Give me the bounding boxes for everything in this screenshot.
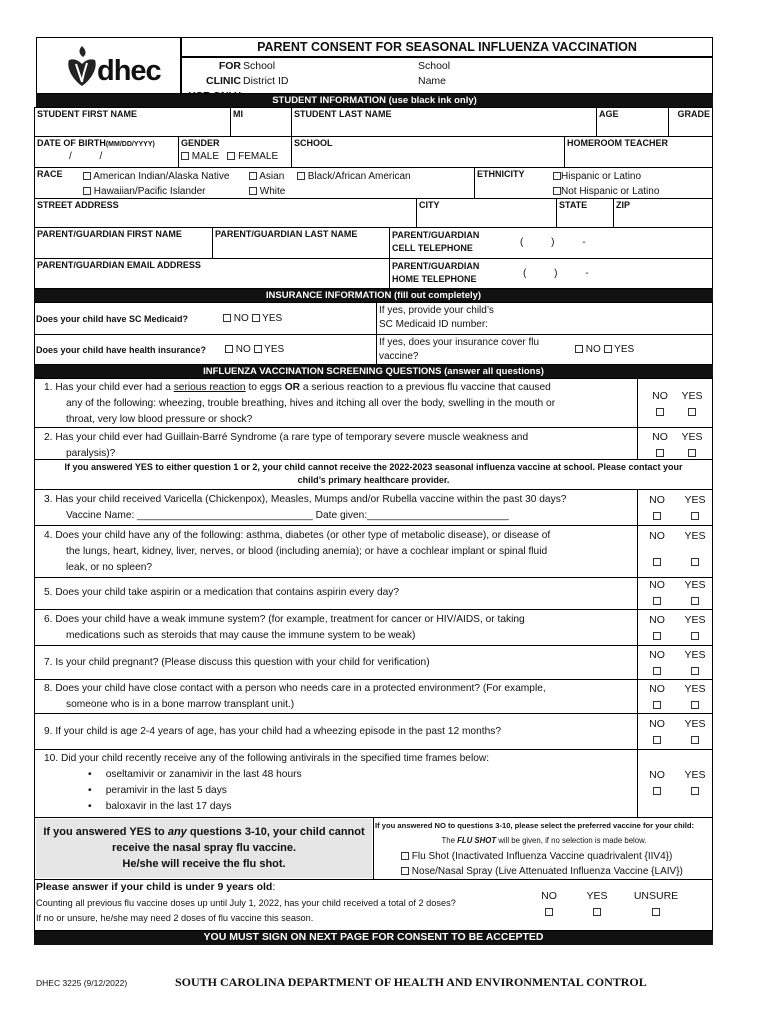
sign-next-page-bar: YOU MUST SIGN ON NEXT PAGE FOR CONSENT TO BE ACCEPTED	[34, 931, 713, 945]
home-phone-mask: ( ) -	[523, 268, 589, 279]
under9-no-checkbox[interactable]	[545, 908, 553, 916]
under9-yes-checkbox[interactable]	[593, 908, 601, 916]
form-id: DHEC 3225 (9/12/2022)	[36, 978, 128, 988]
ethnicity-label: ETHNICITY	[477, 169, 525, 179]
pg-home-label-2: HOME TELEPHONE	[392, 274, 477, 284]
q2-no-checkbox[interactable]	[656, 449, 664, 457]
q10-yes-checkbox[interactable]	[691, 787, 699, 795]
under9-unsure-checkbox[interactable]	[652, 908, 660, 916]
gender-label: GENDER	[181, 138, 220, 148]
question-10: 10. Did your child recently receive any of the following antivirals in the specified time frames below: • oseltamivir or zanamivir in the last 48 hours • peramivir in the last 5 days • baloxavir in the last 17 days	[44, 753, 490, 812]
medicaid-no-label: NO	[233, 313, 249, 324]
question-1: 1. Has your child ever had a serious reaction to eggs OR a serious reaction to a previous flu vaccine that caused any of the following: wheezing, trouble breathing, hives and itching all over the body, swelling in the mouth or throat, very low blood pressure or shock?	[44, 382, 556, 425]
dob-field[interactable]	[34, 136, 179, 168]
q9-yes: YES	[680, 716, 710, 748]
race-ai-label: American Indian/Alaska Native	[93, 171, 230, 182]
under9-question: Counting all previous flu vaccine doses up until July 1, 2022, has your child received a total of 2 doses? If no or unsure, he/she may need 2 doses of flu vaccine this season.	[36, 898, 456, 923]
eth-not-checkbox[interactable]	[553, 187, 561, 195]
q3-no-checkbox[interactable]	[653, 512, 661, 520]
nasal-warning: If you answered YES to any questions 3-10, your child cannot receive the nasal spray flu vaccine. He/she will receive the flu shot.	[43, 826, 365, 870]
female-checkbox[interactable]	[227, 152, 235, 160]
male-checkbox[interactable]	[181, 152, 189, 160]
q2-yes: YES	[677, 429, 707, 461]
medicaid-id-field[interactable]	[376, 302, 713, 335]
school-name-line1: School	[418, 60, 451, 72]
q10-no: NO	[643, 767, 671, 799]
q8-yes-checkbox[interactable]	[691, 701, 699, 709]
q5-no: NO	[643, 577, 671, 609]
medicaid-no-checkbox[interactable]	[223, 314, 231, 322]
vaccine-preference-prompt: If you answered NO to questions 3-10, please select the preferred vaccine for your child:	[375, 821, 695, 830]
q6-yes-checkbox[interactable]	[691, 632, 699, 640]
race-black-label: Black/African American	[307, 171, 411, 182]
school-name-line2: Name	[418, 75, 447, 87]
q8-no: NO	[643, 681, 671, 713]
flu-cover-field	[376, 334, 713, 365]
header-logo-box	[36, 37, 181, 94]
question-2: 2. Has your child ever had Guillain-Barré Syndrome (a rare type of temporary severe muscle weakness and paralysis)?	[44, 432, 529, 459]
medicaid-yes-checkbox[interactable]	[252, 314, 260, 322]
medicaid-yes-label: YES	[262, 313, 283, 324]
q8-yes: YES	[680, 681, 710, 713]
pg-home-field[interactable]	[389, 258, 713, 289]
q3-yes-checkbox[interactable]	[691, 512, 699, 520]
q1-no-checkbox[interactable]	[656, 408, 664, 416]
q1-yes-checkbox[interactable]	[688, 408, 696, 416]
q6-no: NO	[643, 612, 671, 644]
homeroom-field[interactable]	[564, 136, 713, 168]
question-3: 3. Has your child received Varicella (Chickenpox), Measles, Mumps and/or Rubella vaccine within the past 30 days? Vaccine Name: _______________________________ Date given:_________________________	[44, 494, 567, 521]
question-8: 8. Does your child have close contact with a person who needs care in a protected environment? (For example, someone who is in a bone marrow transplant unit.)	[44, 683, 546, 710]
vaccine-options	[401, 849, 683, 879]
homeroom-label: HOMEROOM TEACHER	[567, 138, 668, 148]
flu-shot-checkbox[interactable]	[401, 852, 409, 860]
race-options	[83, 169, 229, 199]
under9-unsure: UNSURE	[630, 888, 682, 920]
street-label: STREET ADDRESS	[37, 200, 119, 210]
q9-yes-checkbox[interactable]	[691, 736, 699, 744]
q9-no: NO	[643, 716, 671, 748]
school-label: School	[243, 60, 276, 72]
pg-cell-field[interactable]	[389, 227, 713, 259]
agency-name: SOUTH CAROLINA DEPARTMENT OF HEALTH AND ENVIRONMENTAL CONTROL	[175, 975, 647, 989]
pg-email-field[interactable]	[34, 258, 390, 289]
race-options-2	[249, 169, 285, 199]
street-field[interactable]	[34, 198, 417, 228]
q7-no: NO	[643, 647, 671, 679]
q1-q2-warning: If you answered YES to either question 1 or 2, your child cannot receive the 2022-2023 seasonal influenza vaccine at school. Please contact your child’s primary healthcare provider.	[64, 462, 683, 485]
dob-slashes: / /	[69, 151, 103, 162]
pg-first-label: PARENT/GUARDIAN FIRST NAME	[37, 229, 182, 239]
pg-last-label: PARENT/GUARDIAN LAST NAME	[215, 229, 358, 239]
pg-first-name-field[interactable]	[34, 227, 213, 259]
race-label: RACE	[37, 169, 63, 179]
form-title: PARENT CONSENT FOR SEASONAL INFLUENZA VACCINATION	[257, 40, 637, 54]
q10-yes: YES	[680, 767, 710, 799]
medicaid-row	[34, 302, 377, 335]
race-hawaiian-label: Hawaiian/Pacific Islander	[93, 186, 206, 197]
state-label: STATE	[559, 200, 588, 210]
male-label: MALE	[191, 151, 220, 162]
q7-yes-checkbox[interactable]	[691, 667, 699, 675]
eth-hispanic-label: Hispanic or Latino	[561, 171, 642, 182]
q5-no-checkbox[interactable]	[653, 597, 661, 605]
medicaid-question: Does your child have SC Medicaid?	[36, 314, 189, 324]
zip-field[interactable]	[613, 198, 713, 228]
health-yes-checkbox[interactable]	[254, 345, 262, 353]
q9-no-checkbox[interactable]	[653, 736, 661, 744]
dob-label: DATE OF BIRTH	[37, 138, 106, 148]
mi-label: MI	[233, 109, 243, 119]
race-hawaiian-checkbox[interactable]	[83, 187, 91, 195]
medicaid-id-label-2: SC Medicaid ID number:	[379, 319, 488, 330]
cover-no-label: NO	[585, 344, 601, 355]
question-4: 4. Does your child have any of the following: asthma, diabetes (or other type of metabolic disease), or disease of the lungs, heart, kidney, liver, nerves, or blood (including anemia); or have a cochlear implant or spinal fluid leak, or no spleen?	[44, 530, 551, 573]
clinic-school-name-field[interactable]	[418, 59, 450, 89]
health-yes-label: YES	[264, 344, 285, 355]
pg-email-label: PARENT/GUARDIAN EMAIL ADDRESS	[37, 260, 201, 270]
race-white-checkbox[interactable]	[249, 187, 257, 195]
eth-not-label: Not Hispanic or Latino	[561, 186, 660, 197]
city-label: CITY	[419, 200, 440, 210]
last-name-label: STUDENT LAST NAME	[294, 109, 392, 119]
cover-no-checkbox[interactable]	[575, 345, 583, 353]
q5-yes: YES	[680, 577, 710, 609]
gender-field	[178, 136, 292, 168]
health-no-checkbox[interactable]	[225, 345, 233, 353]
clinic-school-field[interactable]	[243, 59, 289, 89]
zip-label: ZIP	[616, 200, 631, 210]
question-5: 5. Does your child take aspirin or a medication that contains aspirin every day?	[44, 587, 400, 598]
school-field-label: SCHOOL	[294, 138, 333, 148]
q4-no-checkbox[interactable]	[653, 558, 661, 566]
q10-no-checkbox[interactable]	[653, 787, 661, 795]
pg-cell-label-1: PARENT/GUARDIAN	[392, 230, 480, 240]
eth-hispanic-checkbox[interactable]	[553, 172, 561, 180]
flu-shot-label: Flu Shot (Inactivated Influenza Vaccine quadrivalent {IIV4})	[411, 851, 673, 862]
student-last-name-field[interactable]	[291, 107, 597, 137]
city-field[interactable]	[416, 198, 557, 228]
nasal-spray-label: Nose/Nasal Spray (Live Attenuated Influenza Vaccine {LAIV})	[411, 866, 683, 877]
q4-yes-checkbox[interactable]	[691, 558, 699, 566]
for-clinic-line1: FOR CLINIC	[206, 60, 241, 87]
female-label: FEMALE	[238, 151, 279, 162]
student-info-bar: STUDENT INFORMATION (use black ink only)	[36, 94, 713, 107]
race-asian-checkbox[interactable]	[249, 172, 257, 180]
flu-cover-label-1: If yes, does your insurance cover flu	[379, 337, 540, 348]
student-first-name-field[interactable]	[34, 107, 231, 137]
ethnicity-options	[553, 169, 659, 199]
grade-field[interactable]	[668, 107, 713, 137]
flu-cover-label-2: vaccine?	[379, 351, 419, 362]
insurance-bar: INSURANCE INFORMATION (fill out completely)	[34, 289, 713, 302]
health-insurance-row	[34, 334, 377, 365]
health-no-label: NO	[235, 344, 251, 355]
age-label: AGE	[599, 109, 619, 119]
cell-phone-mask: ( ) -	[520, 237, 586, 248]
grade-label: GRADE	[677, 109, 710, 119]
cover-yes-label: YES	[614, 344, 635, 355]
race-black-checkbox[interactable]	[297, 172, 305, 180]
district-label: District ID	[243, 75, 289, 87]
first-name-label: STUDENT FIRST NAME	[37, 109, 137, 119]
under9-heading: Please answer if your child is under 9 years old:	[36, 881, 276, 893]
under9-no: NO	[534, 888, 564, 920]
state-field[interactable]	[556, 198, 614, 228]
q5-yes-checkbox[interactable]	[691, 597, 699, 605]
under9-yes: YES	[580, 888, 614, 920]
dhec-logo-text: dhec	[97, 55, 161, 87]
flu-shot-default-note: The FLU SHOT will be given, if no selection is made below.	[441, 836, 647, 845]
health-insurance-question: Does your child have health insurance?	[36, 345, 207, 355]
q6-yes: YES	[680, 612, 710, 644]
q3-no: NO	[643, 492, 671, 524]
mi-field[interactable]	[230, 107, 292, 137]
pg-home-label-1: PARENT/GUARDIAN	[392, 261, 480, 271]
dhec-logo-icon	[65, 44, 99, 88]
question-6: 6. Does your child have a weak immune system? (for example, treatment for cancer or HIV/AIDS, or taking medications such as steroids that may cause the immune system to be weak)	[44, 614, 525, 641]
pg-last-name-field[interactable]	[212, 227, 390, 259]
medicaid-id-label-1: If yes, provide your child’s	[379, 305, 494, 316]
q1-no: NO	[646, 388, 674, 420]
q4-yes: YES	[680, 528, 710, 570]
pg-cell-label-2: CELL TELEPHONE	[392, 243, 473, 253]
q7-no-checkbox[interactable]	[653, 667, 661, 675]
q6-no-checkbox[interactable]	[653, 632, 661, 640]
cover-yes-checkbox[interactable]	[604, 345, 612, 353]
q7-yes: YES	[680, 647, 710, 679]
race-options-3	[297, 169, 411, 184]
race-white-label: White	[259, 186, 286, 197]
q1-yes: YES	[677, 388, 707, 420]
screening-bar: INFLUENZA VACCINATION SCREENING QUESTIONS (answer all questions)	[34, 365, 713, 378]
nasal-spray-checkbox[interactable]	[401, 867, 409, 875]
q3-yes: YES	[680, 492, 710, 524]
q4-no: NO	[643, 528, 671, 570]
race-asian-label: Asian	[259, 171, 285, 182]
age-field[interactable]	[596, 107, 669, 137]
q2-yes-checkbox[interactable]	[688, 449, 696, 457]
school-field[interactable]	[291, 136, 565, 168]
race-ai-checkbox[interactable]	[83, 172, 91, 180]
q8-no-checkbox[interactable]	[653, 701, 661, 709]
question-9: 9. If your child is age 2-4 years of age, has your child had a wheezing episode in the past 12 months?	[44, 726, 502, 737]
question-7: 7. Is your child pregnant? (Please discuss this question with your child for verification)	[44, 657, 430, 668]
q2-no: NO	[646, 429, 674, 461]
dob-format: (MM/DD/YYYY)	[105, 141, 155, 148]
